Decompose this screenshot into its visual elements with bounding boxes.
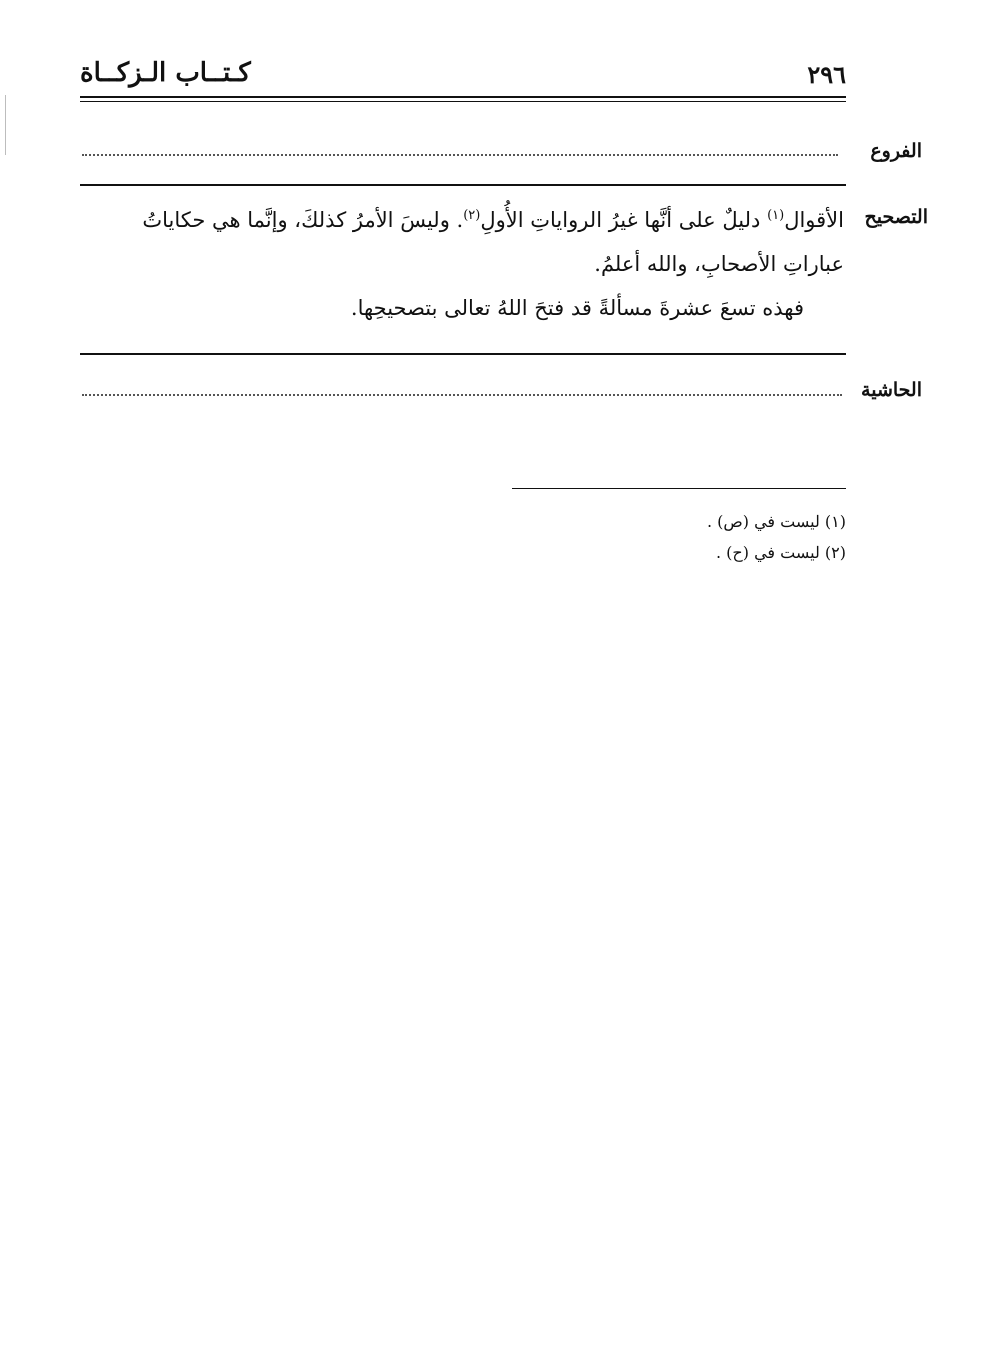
footnote-2: (٢) ليست في (ح) . xyxy=(716,543,846,562)
footnote-1: (١) ليست في (ص) . xyxy=(706,512,846,531)
tashih-line-1-part-2: دليلٌ على أنَّها غيرُ الرواياتِ الأُولِ xyxy=(480,208,768,232)
section-rule-2 xyxy=(80,353,846,355)
page-header xyxy=(80,58,846,94)
tashih-body xyxy=(74,198,844,330)
header-rule-thin xyxy=(80,101,846,102)
footnotes xyxy=(707,506,846,568)
section-label-tashih: التصحيح xyxy=(864,206,928,228)
section-rule-1 xyxy=(80,184,846,186)
tashih-line-3: فهذه تسعَ عشرةَ مسألةً قد فتحَ اللهُ تعالى بتصحيحِها. xyxy=(350,296,804,320)
tashih-line-1-part-1: الأقوال xyxy=(784,208,844,232)
footnote-ref-2: (٢) xyxy=(463,208,481,223)
furu-dotted-line xyxy=(82,154,838,156)
running-title: كـتــاب الـزكــاة xyxy=(80,58,251,88)
footnote-separator xyxy=(512,488,846,489)
scan-edge-mark xyxy=(5,95,6,155)
page-number: ٢٩٦ xyxy=(807,60,846,89)
header-rule-thick xyxy=(80,96,846,98)
hashiya-dotted-line xyxy=(82,394,842,396)
section-label-hashiya: الحاشية xyxy=(861,379,922,401)
tashih-line-2: عباراتِ الأصحابِ، والله أعلمُ. xyxy=(594,252,844,276)
section-label-furu: الفروع xyxy=(870,140,922,162)
tashih-line-1 xyxy=(74,198,844,242)
tashih-line-1-part-3: . وليسَ الأمرُ كذلكَ، وإنَّما هي حكاياتُ xyxy=(142,208,464,232)
footnote-ref-1: (١) xyxy=(767,208,785,223)
